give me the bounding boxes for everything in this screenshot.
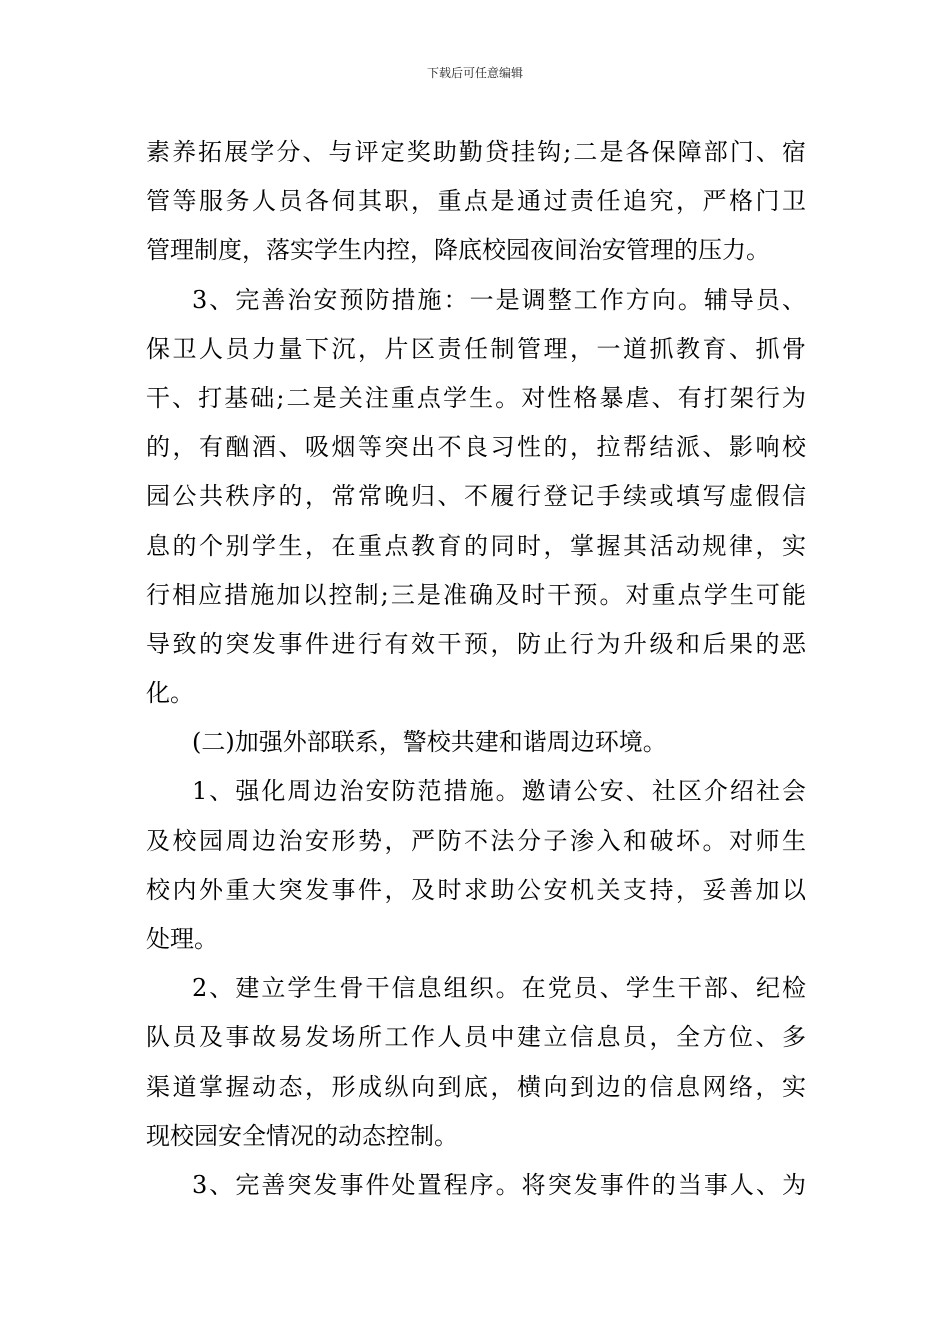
document-body bbox=[146, 128, 806, 1210]
section-heading: (二)加强外部联系，警校共建和谐周边环境。 bbox=[192, 728, 667, 757]
text-line: 处理。 bbox=[146, 925, 218, 953]
text-line: 保卫人员力量下沉，片区责任制管理，一道抓教育、抓骨 bbox=[146, 334, 806, 363]
text-line: 及校园周边治安形势，严防不法分子渗入和破坏。对师生 bbox=[146, 826, 806, 855]
text-line: 渠道掌握动态，形成纵向到底，横向到边的信息网络，实 bbox=[146, 1072, 806, 1101]
text-line: 2、建立学生骨干信息组织。在党员、学生干部、纪检 bbox=[192, 974, 806, 1003]
text-line: 园公共秩序的，常常晚归、不履行登记手续或填写虚假信 bbox=[146, 482, 806, 511]
text-line: 3、完善治安预防措施：一是调整工作方向。辅导员、 bbox=[192, 285, 806, 314]
text-line: 1、强化周边治安防范措施。邀请公安、社区介绍社会 bbox=[192, 777, 806, 806]
text-line: 管等服务人员各伺其职，重点是通过责任追究，严格门卫 bbox=[146, 187, 806, 216]
text-line: 队员及事故易发场所工作人员中建立信息员，全方位、多 bbox=[146, 1023, 806, 1052]
text-line: 化。 bbox=[146, 679, 194, 708]
text-line: 的，有酗酒、吸烟等突出不良习性的，拉帮结派、影响校 bbox=[146, 433, 806, 462]
text-line: 行相应措施加以控制;三是准确及时干预。对重点学生可能 bbox=[146, 580, 806, 609]
text-line: 息的个别学生，在重点教育的同时，掌握其活动规律，实 bbox=[146, 531, 806, 560]
page-header: 下载后可任意编辑 bbox=[426, 66, 523, 80]
text-line: 管理制度，落实学生内控，降底校园夜间治安管理的压力。 bbox=[146, 236, 770, 265]
text-line: 3、完善突发事件处置程序。将突发事件的当事人、为 bbox=[192, 1170, 806, 1199]
text-line: 素养拓展学分、与评定奖助勤贷挂钩;二是各保障部门、宿 bbox=[146, 138, 806, 166]
text-line: 干、打基础;二是关注重点学生。对性格暴虐、有打架行为 bbox=[146, 383, 806, 412]
text-line: 现校园安全情况的动态控制。 bbox=[146, 1121, 458, 1150]
text-line: 导致的突发事件进行有效干预，防止行为升级和后果的恶 bbox=[146, 629, 806, 658]
text-line: 校内外重大突发事件，及时求助公安机关支持，妥善加以 bbox=[146, 875, 806, 904]
